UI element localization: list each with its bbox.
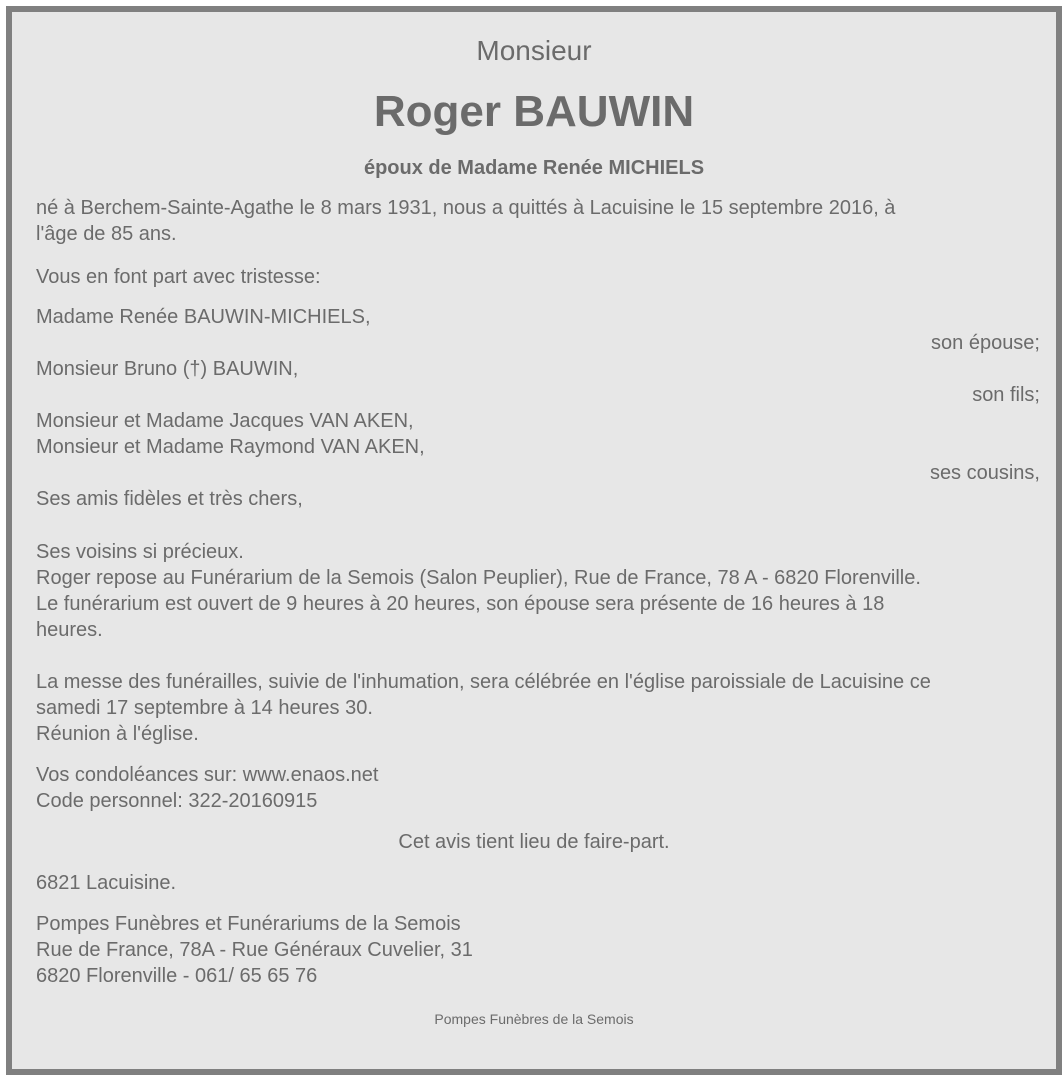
condolences-line: Vos condoléances sur: www.enaos.net [36, 764, 379, 786]
family-member: Madame Renée BAUWIN-MICHIELS, [36, 306, 371, 328]
address: 6821 Lacuisine. [36, 872, 177, 894]
funeral-home-line: Rue de France, 78A - Rue Généraux Cuvelier, 31 [36, 939, 473, 961]
condolences-line: Code personnel: 322-20160915 [36, 790, 318, 812]
details-line: Roger repose au Funérarium de la Semois (Salon Peuplier), Rue de France, 78 A - 6820 Florenville. [36, 567, 921, 589]
funeral-home-line: Pompes Funèbres et Funérariums de la Semois [36, 913, 461, 935]
family-role: ses cousins, [929, 462, 1040, 484]
details-line: Le funérarium est ouvert de 9 heures à 20 heures, son épouse sera présente de 16 heures à 18 [36, 593, 885, 615]
family-member: Monsieur et Madame Raymond VAN AKEN, [36, 436, 425, 458]
mass-line: La messe des funérailles, suivie de l'inhumation, sera célébrée en l'église paroissiale de Lacuisine ce [36, 671, 931, 693]
notice: Cet avis tient lieu de faire-part. [398, 831, 670, 853]
salutation: Monsieur [476, 35, 592, 66]
family-member: Ses amis fidèles et très chers, [36, 488, 303, 510]
family-member: Monsieur Bruno (†) BAUWIN, [36, 358, 299, 380]
mass-line: samedi 17 septembre à 14 heures 30. [36, 697, 373, 719]
details-line: Ses voisins si précieux. [36, 541, 244, 563]
funeral-home-line: 6820 Florenville - 061/ 65 65 76 [36, 965, 318, 987]
deceased-name: Roger BAUWIN [373, 87, 695, 136]
footer: Pompes Funèbres de la Semois [434, 1011, 634, 1027]
announcement: Vous en font part avec tristesse: [36, 266, 321, 288]
mass-line: Réunion à l'église. [36, 723, 199, 745]
details-line: heures. [36, 619, 103, 641]
intro-line: l'âge de 85 ans. [36, 223, 177, 245]
family-role: son épouse; [931, 332, 1040, 354]
family-member: Monsieur et Madame Jacques VAN AKEN, [36, 410, 414, 432]
intro-line: né à Berchem-Sainte-Agathe le 8 mars 1931, nous a quittés à Lacuisine le 15 septembre 2016, à [36, 197, 896, 219]
obituary-card [6, 6, 1062, 1075]
family-role: son fils; [972, 384, 1040, 406]
spouse-line: époux de Madame Renée MICHIELS [363, 157, 705, 179]
